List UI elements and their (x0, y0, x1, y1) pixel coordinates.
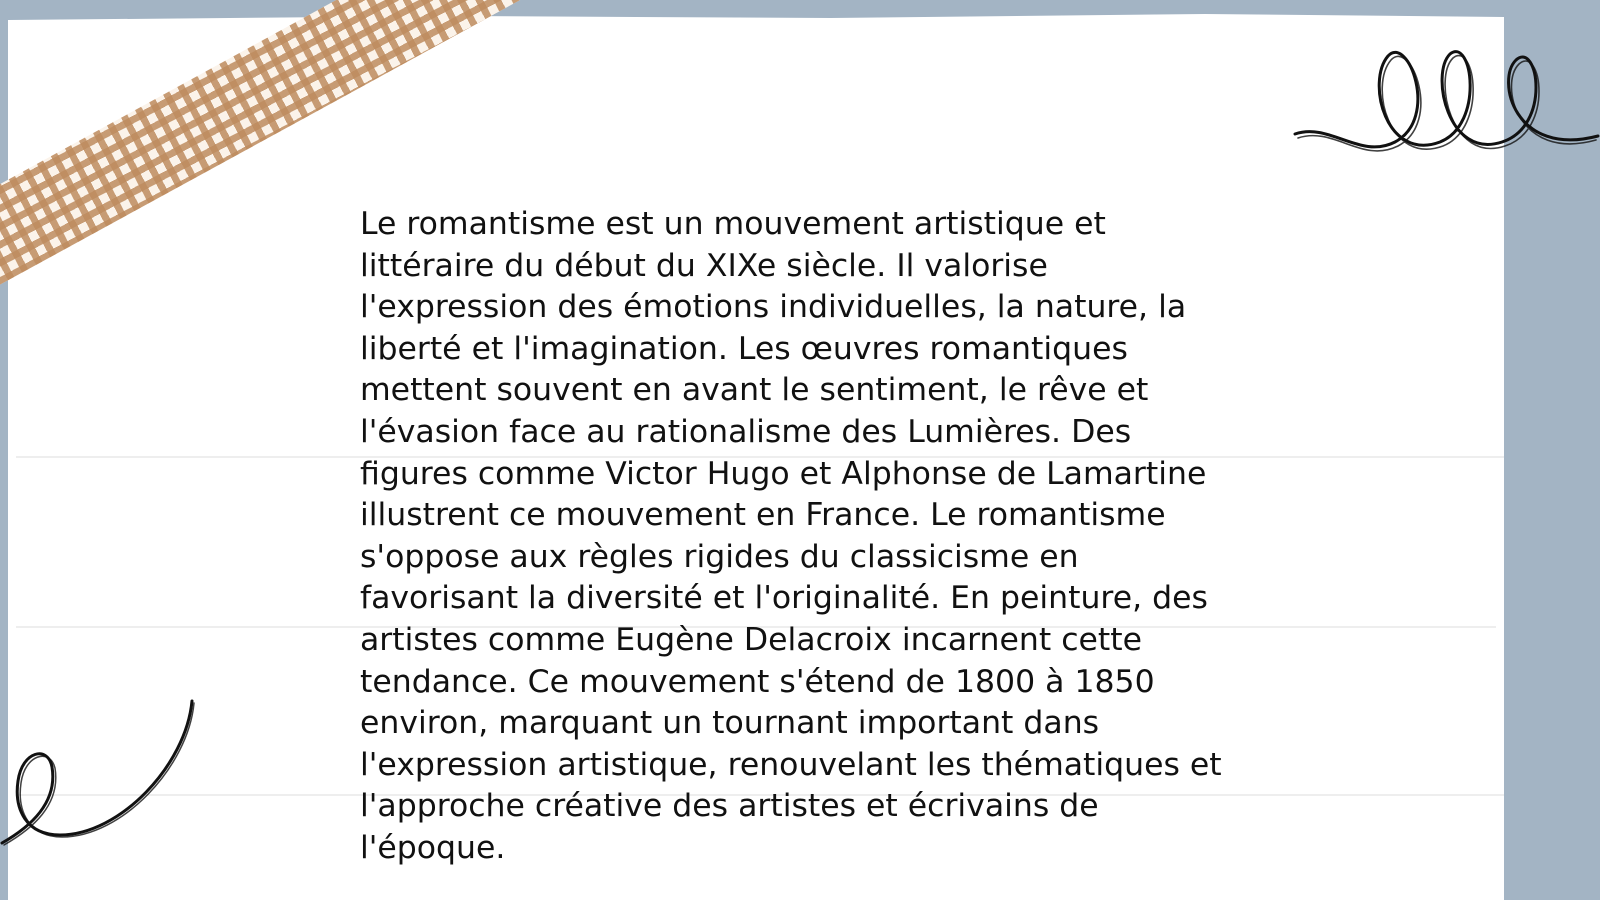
check-swirl-decoration (0, 695, 200, 855)
body-paragraph: Le romantisme est un mouvement artistique et littéraire du début du XIXe siècle. Il valorise l'expression des émotions individuelles, la nature, la liberté et l'imagination. Les œuvres romantiques mettent souvent en avant le sentiment, le rêve et l'évasion face au rationalisme des Lumières. Des figures comme Victor Hugo et Alphonse de Lamartine illustrent ce mouvement en France. Le romantisme s'oppose aux règles rigides du classicisme en favorisant la diversité et l'originalité. En peinture, des artistes comme Eugène Delacroix incarnent cette tendance. Ce mouvement s'étend de 1800 à 1850 environ, marquant un tournant important dans l'expression artistique, renouvelant les thématiques et l'approche créative des artistes et écrivains de l'époque. (360, 206, 1222, 866)
loop-swirl-decoration (1290, 30, 1600, 170)
